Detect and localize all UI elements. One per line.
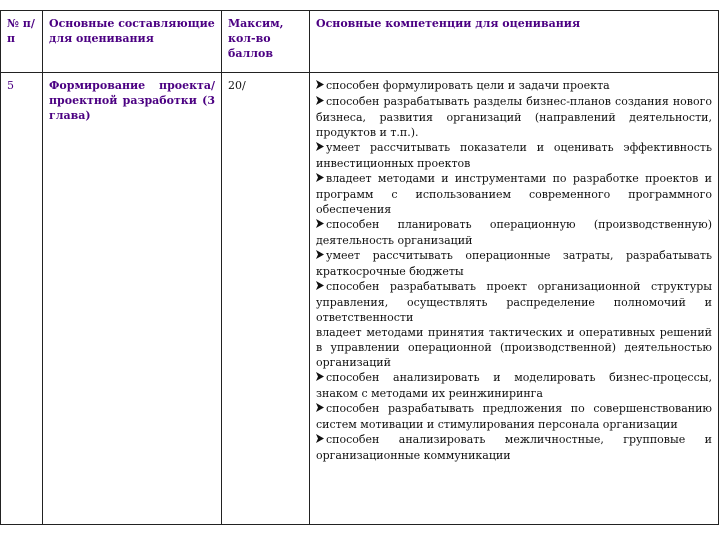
arrow-right-icon bbox=[316, 95, 324, 110]
header-competencies: Основные компетенции для оценивания bbox=[310, 11, 719, 73]
competency-list bbox=[316, 78, 712, 463]
competency-text: владеет методами принятия тактических и оперативных решений в управлении операционной (производственной) деятельностью организаций bbox=[316, 326, 712, 369]
arrow-right-icon bbox=[316, 280, 324, 295]
arrow-right-icon bbox=[316, 371, 324, 386]
competency-item bbox=[316, 248, 712, 279]
competency-text: способен разрабатывать предложения по совершенствованию систем мотивации и стимулирования персонала организации bbox=[316, 402, 712, 431]
competency-text: способен разрабатывать проект организационной структуры управления, осуществлять распределение полномочий и ответственности bbox=[316, 280, 712, 324]
competency-text: способен планировать операционную (производственную) деятельность организаций bbox=[316, 218, 712, 247]
competency-item bbox=[316, 279, 712, 325]
arrow-right-icon bbox=[316, 249, 324, 264]
arrow-right-icon bbox=[316, 172, 324, 187]
competency-text: способен анализировать межличностные, групповые и организационные коммуникации bbox=[316, 433, 712, 462]
competency-text: умеет рассчитывать показатели и оценивать эффективность инвестиционных проектов bbox=[316, 141, 712, 170]
arrow-right-icon bbox=[316, 218, 324, 233]
arrow-right-icon bbox=[316, 433, 324, 448]
header-number: № п/п bbox=[1, 11, 43, 73]
arrow-right-icon bbox=[316, 79, 324, 94]
cell-max-points: 20/ bbox=[222, 73, 310, 525]
competency-item bbox=[316, 325, 712, 370]
competency-text: способен анализировать и моделировать бизнес-процессы, знаком с методами их реинжиниринга bbox=[316, 371, 712, 400]
competency-text: способен разрабатывать разделы бизнес-планов создания нового бизнеса, развития организаций (направлений деятельности, продуктов и т.п.). bbox=[316, 95, 712, 139]
table-header-row bbox=[1, 11, 719, 73]
competency-text: способен формулировать цели и задачи проекта bbox=[326, 79, 610, 92]
competency-text: владеет методами и инструментами по разработке проектов и программ с использованием современного программного обеспечения bbox=[316, 172, 712, 216]
cell-number: 5 bbox=[1, 73, 43, 525]
arrow-right-icon bbox=[316, 402, 324, 417]
assessment-table bbox=[0, 10, 719, 525]
competency-item bbox=[316, 78, 712, 94]
header-component: Основные составляющие для оценивания bbox=[43, 11, 222, 73]
competency-item bbox=[316, 370, 712, 401]
cell-competencies bbox=[310, 73, 719, 525]
competency-item bbox=[316, 171, 712, 217]
competency-text: умеет рассчитывать операционные затраты, разрабатывать краткосрочные бюджеты bbox=[316, 249, 712, 278]
competency-item bbox=[316, 94, 712, 140]
table-row bbox=[1, 73, 719, 525]
cell-component: Формирование проекта/ проектной разработки (3 глава) bbox=[43, 73, 222, 525]
arrow-right-icon bbox=[316, 141, 324, 156]
competency-item bbox=[316, 140, 712, 171]
header-max-points: Максим, кол-во баллов bbox=[222, 11, 310, 73]
competency-item bbox=[316, 217, 712, 248]
competency-item bbox=[316, 401, 712, 432]
competency-item bbox=[316, 432, 712, 463]
